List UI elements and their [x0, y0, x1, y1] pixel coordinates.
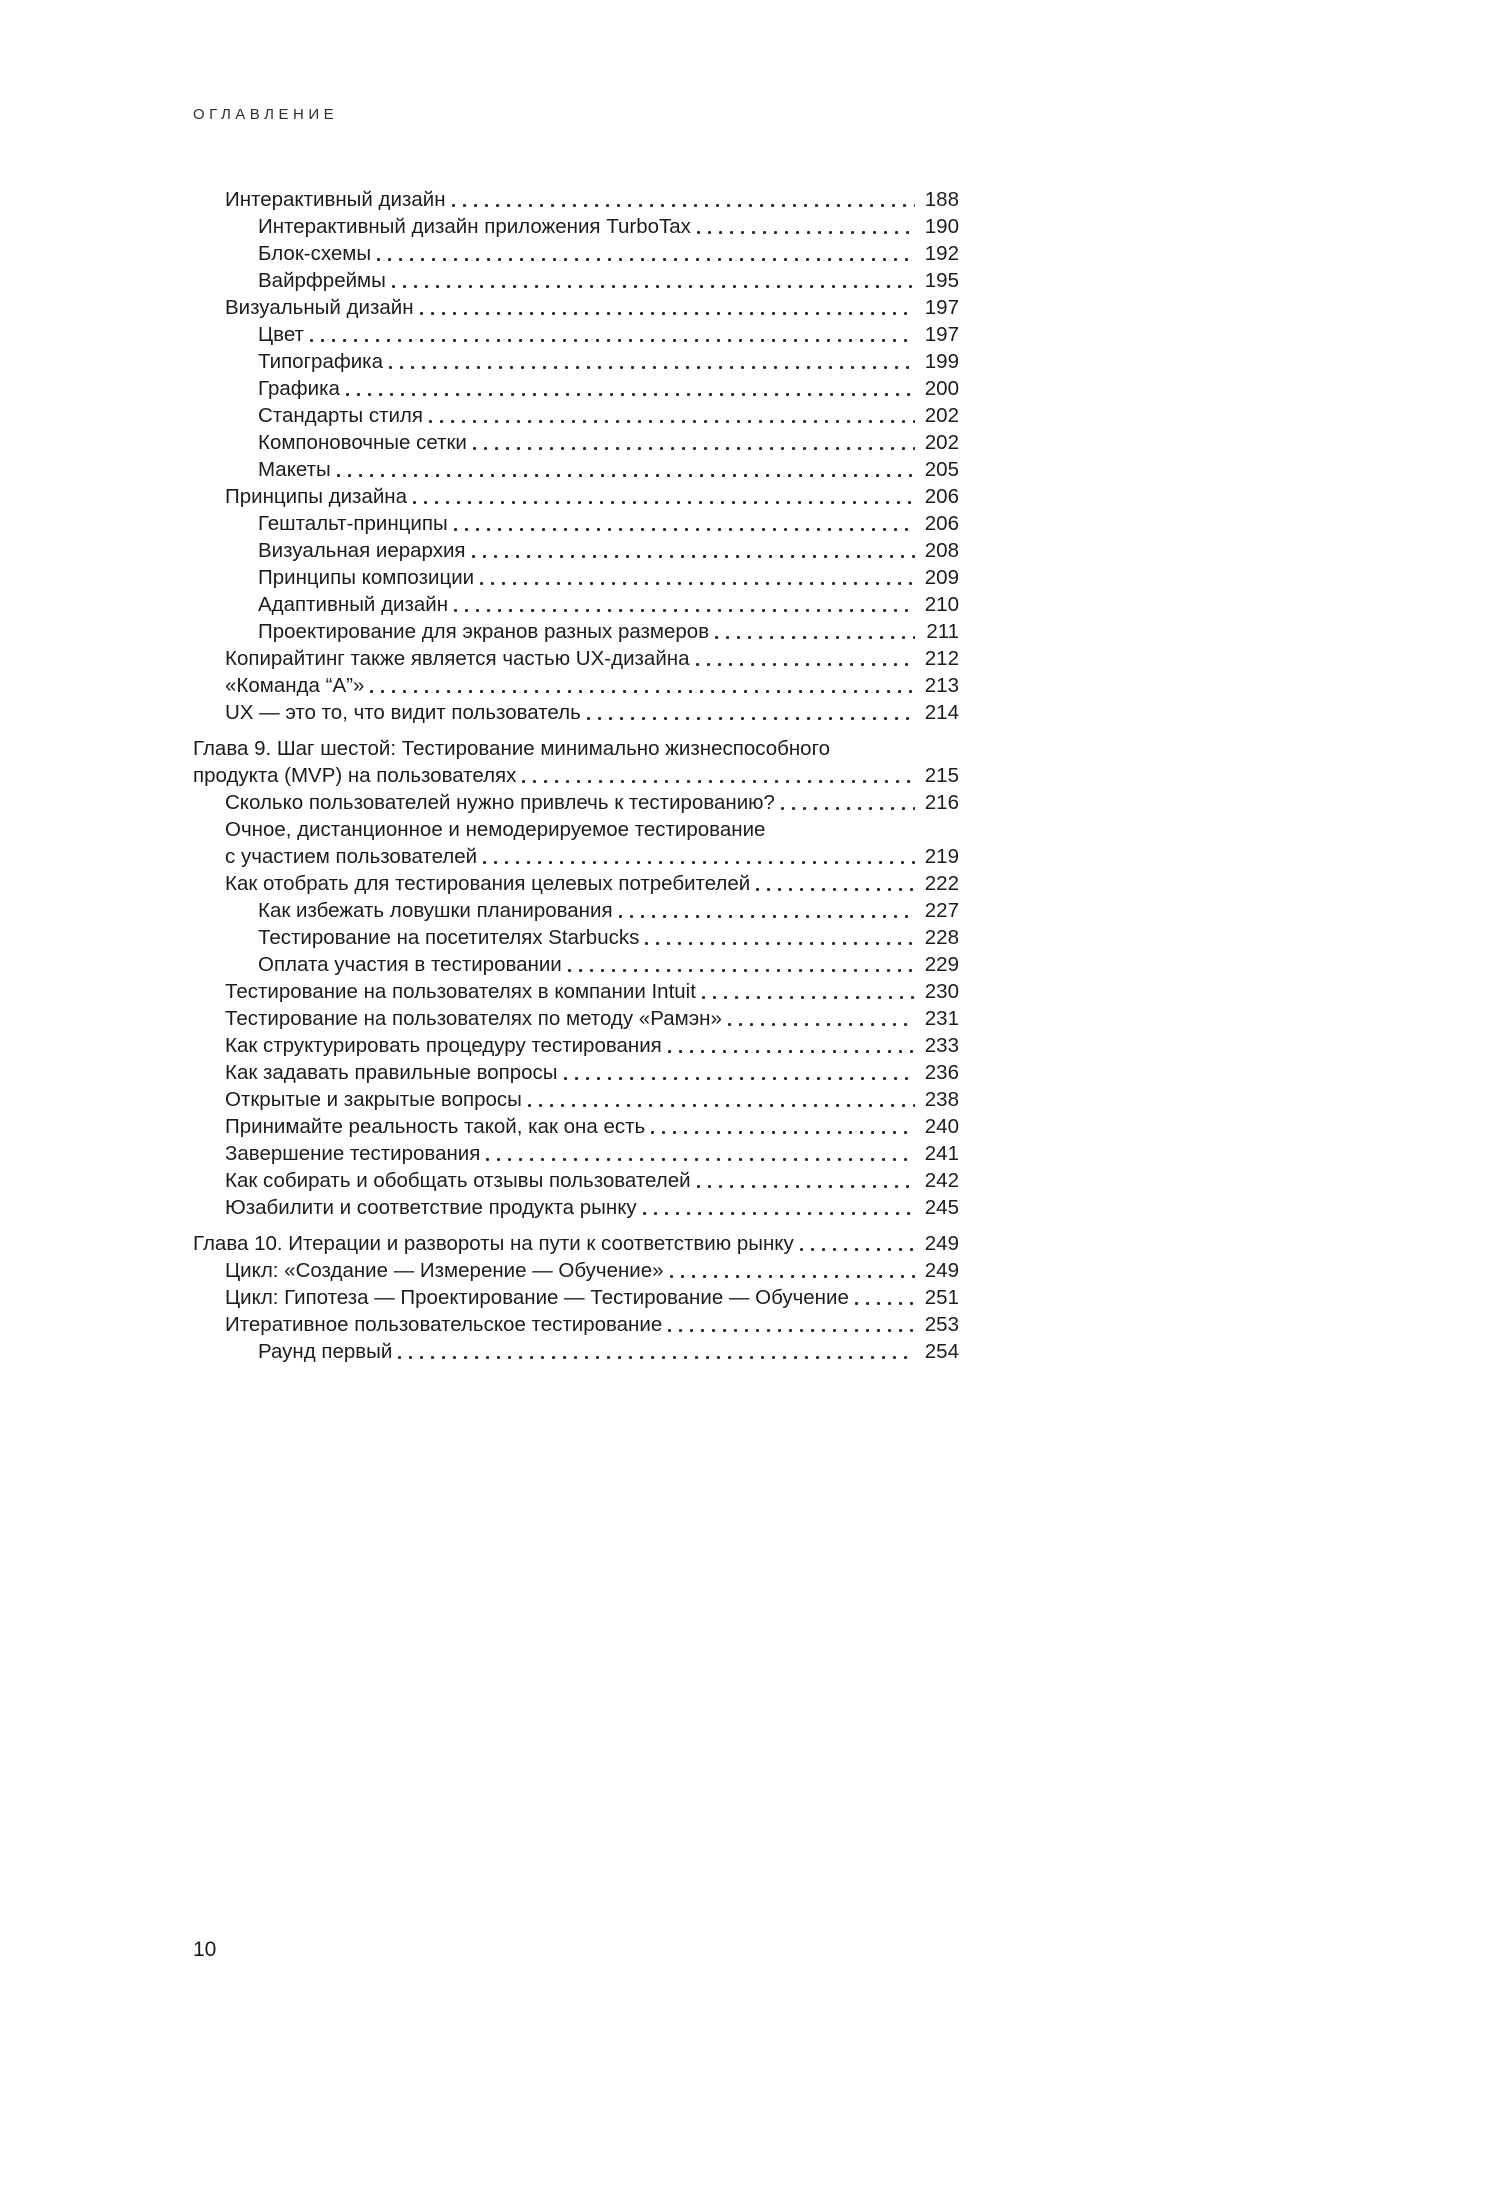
toc-page-number: 206	[924, 485, 959, 508]
toc-entry-title: Раунд первый	[258, 1340, 393, 1363]
toc-entry	[193, 1167, 959, 1194]
toc-page-number: 241	[924, 1142, 959, 1165]
toc-entry	[193, 924, 959, 951]
toc-entry	[193, 897, 959, 924]
toc-entry	[193, 1140, 959, 1167]
toc-entry-title: Как структурировать процедуру тестирования	[225, 1034, 662, 1057]
toc-page-number: 197	[924, 296, 959, 319]
toc-entry	[193, 240, 959, 267]
toc-entry	[193, 1113, 959, 1140]
toc-page-number: 214	[924, 701, 959, 724]
toc-entry	[193, 456, 959, 483]
toc-page-number: 249	[924, 1259, 959, 1282]
toc-entry	[193, 429, 959, 456]
toc-page-number: 230	[924, 980, 959, 1003]
toc-page-number: 254	[924, 1340, 959, 1363]
toc-entry-title: Глава 9. Шаг шестой: Тестирование минимально жизнеспособного	[193, 737, 831, 760]
toc-page-number: 238	[924, 1088, 959, 1111]
toc-entry-title: Тестирование на пользователях в компании Intuit	[225, 980, 696, 1003]
toc-page-number: 199	[924, 350, 959, 373]
toc-page-number: 211	[926, 620, 959, 643]
toc-entry	[193, 1086, 959, 1113]
toc-entry-title: Макеты	[258, 458, 331, 481]
dot-leader	[779, 789, 915, 816]
dot-leader	[617, 897, 915, 924]
toc-entry	[193, 213, 959, 240]
toc-page-number: 210	[924, 593, 959, 616]
dot-leader	[344, 375, 915, 402]
toc-page-number: 227	[924, 899, 959, 922]
toc-entry-title: продукта (MVP) на пользователях	[193, 764, 517, 787]
toc-entry-title: с участием пользователей	[225, 845, 478, 868]
toc-page-number: 195	[924, 269, 959, 292]
dot-leader	[668, 1257, 915, 1284]
toc-page-number: 208	[924, 539, 959, 562]
toc-entry-title: «Команда “А”»	[225, 674, 365, 697]
toc-list	[193, 186, 959, 1365]
toc-entry-title: Графика	[258, 377, 340, 400]
dot-leader	[390, 267, 915, 294]
dot-leader	[726, 1005, 915, 1032]
toc-entry-title: Типографика	[258, 350, 383, 373]
toc-entry	[193, 267, 959, 294]
toc-entry	[193, 1338, 959, 1365]
dot-leader	[471, 429, 915, 456]
toc-entry-title: Стандарты стиля	[258, 404, 423, 427]
toc-entry	[193, 951, 959, 978]
toc-entry-title: Как собирать и обобщать отзывы пользователей	[225, 1169, 691, 1192]
dot-leader	[666, 1032, 915, 1059]
toc-page-number: 209	[924, 566, 959, 589]
toc-entry	[193, 1284, 959, 1311]
toc-page-number: 240	[924, 1115, 959, 1138]
toc-page-number: 245	[924, 1196, 959, 1219]
toc-entry	[193, 699, 959, 726]
toc-entry-title: Вайрфреймы	[258, 269, 386, 292]
dot-leader	[452, 510, 915, 537]
toc-page-number: 219	[924, 845, 959, 868]
toc-entry-title: Принимайте реальность такой, как она есть	[225, 1115, 646, 1138]
dot-leader	[481, 843, 915, 870]
toc-page-number: 202	[924, 431, 959, 454]
toc-entry	[193, 348, 959, 375]
dot-leader	[754, 870, 915, 897]
dot-leader	[798, 1230, 915, 1257]
toc-page-number: 229	[924, 953, 959, 976]
toc-entry-title: Итеративное пользовательское тестирование	[225, 1313, 663, 1336]
dot-leader	[649, 1113, 915, 1140]
toc-entry-title: Завершение тестирования	[225, 1142, 481, 1165]
toc-page-number: 233	[924, 1034, 959, 1057]
toc-page-number: 253	[924, 1313, 959, 1336]
toc-entry	[193, 789, 959, 816]
toc-page-number: 190	[924, 215, 959, 238]
toc-entry-title: Принципы дизайна	[225, 485, 408, 508]
toc-page-number: 205	[924, 458, 959, 481]
toc-entry-title: Оплата участия в тестировании	[258, 953, 562, 976]
dot-leader	[695, 1167, 915, 1194]
dot-leader	[375, 240, 915, 267]
toc-page-number: 206	[924, 512, 959, 535]
toc-entry-title: Глава 10. Итерации и развороты на пути к соответствию рынку	[193, 1232, 794, 1255]
toc-entry-title: Визуальная иерархия	[258, 539, 466, 562]
toc-entry	[193, 618, 959, 645]
toc-entry-title: Цикл: «Создание — Измерение — Обучение»	[225, 1259, 664, 1282]
toc-entry	[193, 645, 959, 672]
toc-entry-title: Юзабилити и соответствие продукта рынку	[225, 1196, 637, 1219]
toc-entry	[193, 591, 959, 618]
toc-page-number: 213	[924, 674, 959, 697]
dot-leader	[452, 591, 915, 618]
dot-leader	[566, 951, 915, 978]
toc-entry	[193, 870, 959, 897]
toc-entry-title: Интерактивный дизайн	[225, 188, 446, 211]
dot-leader	[694, 645, 916, 672]
dot-leader	[478, 564, 915, 591]
toc-entry	[193, 1032, 959, 1059]
toc-page-number: 200	[924, 377, 959, 400]
dot-leader	[484, 1140, 915, 1167]
toc-page-number: 197	[924, 323, 959, 346]
toc-entry-title: Сколько пользователей нужно привлечь к тестированию?	[225, 791, 775, 814]
toc-entry	[193, 1230, 959, 1257]
toc-entry-title: Адаптивный дизайн	[258, 593, 449, 616]
toc-entry	[193, 735, 959, 762]
toc-page-number: 236	[924, 1061, 959, 1084]
toc-entry	[193, 816, 959, 843]
dot-leader	[368, 672, 915, 699]
toc-page-number: 228	[924, 926, 959, 949]
dot-leader	[450, 186, 915, 213]
dot-leader	[666, 1311, 915, 1338]
dot-leader	[520, 762, 915, 789]
page-header: ОГЛАВЛЕНИЕ	[193, 106, 339, 123]
toc-entry	[193, 294, 959, 321]
toc-page-number: 202	[924, 404, 959, 427]
dot-leader	[418, 294, 915, 321]
toc-entry-title: Как избежать ловушки планирования	[258, 899, 613, 922]
toc-entry	[193, 537, 959, 564]
toc-entry	[193, 564, 959, 591]
toc-entry	[193, 483, 959, 510]
toc-entry-title: Визуальный дизайн	[225, 296, 414, 319]
toc-entry-title: Очное, дистанционное и немодерируемое тестирование	[225, 818, 766, 841]
toc-entry	[193, 1005, 959, 1032]
toc-entry-title: Копирайтинг также является частью UX-дизайна	[225, 647, 690, 670]
toc-entry	[193, 672, 959, 699]
toc-entry	[193, 186, 959, 213]
toc-entry-title: Как отобрать для тестирования целевых потребителей	[225, 872, 751, 895]
dot-leader	[470, 537, 915, 564]
toc-entry	[193, 978, 959, 1005]
toc-page-number: 215	[924, 764, 959, 787]
toc-entry	[193, 375, 959, 402]
toc-page-number: 216	[924, 791, 959, 814]
dot-leader	[641, 1194, 915, 1221]
toc-entry-title: Гештальт-принципы	[258, 512, 448, 535]
toc-entry-title: Принципы композиции	[258, 566, 475, 589]
toc-entry	[193, 321, 959, 348]
toc-page-number: 242	[924, 1169, 959, 1192]
toc-entry-title: Интерактивный дизайн приложения TurboTax	[258, 215, 691, 238]
dot-leader	[411, 483, 915, 510]
toc-entry	[193, 1311, 959, 1338]
toc-entry	[193, 1059, 959, 1086]
toc-entry-title: Открытые и закрытые вопросы	[225, 1088, 522, 1111]
toc-entry-title: Тестирование на пользователях по методу «Рамэн»	[225, 1007, 722, 1030]
dot-leader	[585, 699, 915, 726]
dot-leader	[562, 1059, 915, 1086]
dot-leader	[695, 213, 915, 240]
toc-page-number: 222	[924, 872, 959, 895]
toc-entry-continuation	[193, 843, 959, 870]
toc-page-number: 192	[924, 242, 959, 265]
dot-leader	[308, 321, 915, 348]
page-number: 10	[193, 1938, 217, 1961]
toc-entry	[193, 1194, 959, 1221]
toc-entry-title: UX — это то, что видит пользователь	[225, 701, 581, 724]
dot-leader	[387, 348, 915, 375]
toc-page-number: 249	[924, 1232, 959, 1255]
dot-leader	[335, 456, 915, 483]
toc-page-number: 188	[924, 188, 959, 211]
toc-entry-title: Проектирование для экранов разных размеров	[258, 620, 710, 643]
toc-entry-title: Цвет	[258, 323, 304, 346]
toc-entry-title: Тестирование на посетителях Starbucks	[258, 926, 640, 949]
toc-entry	[193, 402, 959, 429]
toc-entry	[193, 1257, 959, 1284]
dot-leader	[427, 402, 915, 429]
dot-leader	[700, 978, 915, 1005]
toc-page-number: 251	[924, 1286, 959, 1309]
dot-leader	[396, 1338, 915, 1365]
toc-entry-title: Как задавать правильные вопросы	[225, 1061, 558, 1084]
toc-entry	[193, 510, 959, 537]
dot-leader	[643, 924, 915, 951]
toc-entry-title: Блок-схемы	[258, 242, 372, 265]
toc-page-number: 212	[924, 647, 959, 670]
toc-entry-title: Цикл: Гипотеза — Проектирование — Тестирование — Обучение	[225, 1286, 849, 1309]
dot-leader	[526, 1086, 915, 1113]
dot-leader	[713, 618, 915, 645]
dot-leader	[853, 1284, 915, 1311]
toc-entry-title: Компоновочные сетки	[258, 431, 467, 454]
toc-entry-continuation	[193, 762, 959, 789]
toc-page-number: 231	[924, 1007, 959, 1030]
